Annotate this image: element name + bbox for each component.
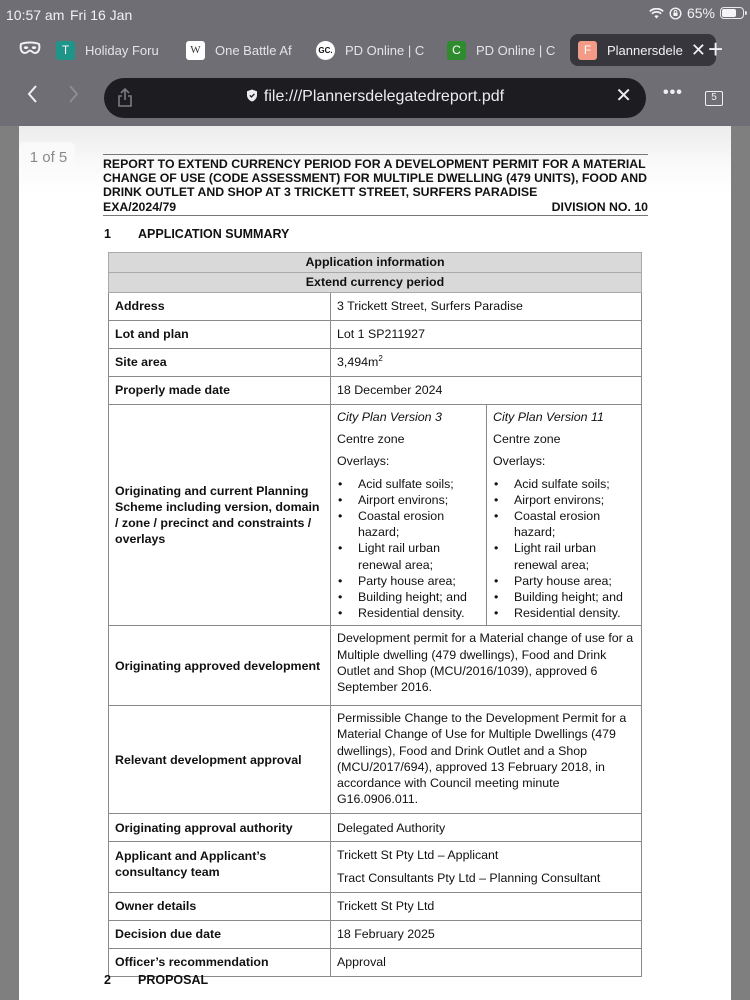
row-value: Development permit for a Material change of use for a Multiple dwelling (479 dwellings), Food and Drink Outlet and Shop (MCU/2016/1039), approved 6 September 2016.	[331, 626, 642, 706]
list-item: • Acid sulfate soils;	[493, 476, 635, 492]
url-text: file:///Plannersdelegatedreport.pdf	[263, 88, 505, 105]
table-row	[109, 626, 642, 706]
list-item: • Acid sulfate soils;	[337, 476, 480, 492]
chevron-right-icon	[68, 84, 80, 104]
table-row	[109, 293, 642, 321]
tab-overview-button[interactable]: 5	[705, 91, 723, 106]
status-indicators	[649, 5, 744, 21]
toolbar	[0, 70, 750, 126]
row-value: 3 Trickett Street, Surfers Paradise	[331, 293, 642, 321]
table-header-application-information: Application information	[109, 253, 642, 273]
gc-logo-icon: GC.	[316, 41, 335, 60]
list-item: • Light rail urban renewal area;	[493, 540, 635, 572]
section-number: 1	[104, 227, 111, 241]
wifi-icon	[649, 8, 664, 19]
list-item: • Party house area;	[337, 573, 480, 589]
row-value: Delegated Authority	[331, 814, 642, 842]
status-bar	[0, 0, 750, 30]
report-title-line: REPORT TO EXTEND CURRENCY PERIOD FOR A DEVELOPMENT PERMIT FOR A MATERIAL	[103, 157, 646, 171]
tab-plannersdelegated-active[interactable]	[570, 34, 716, 66]
row-value	[331, 842, 642, 892]
pdf-page	[19, 126, 731, 1000]
overlays-label: Overlays:	[337, 454, 390, 469]
row-label: Decision due date	[109, 920, 331, 948]
clear-url-icon[interactable]: ✕	[615, 85, 632, 107]
row-value	[331, 349, 642, 377]
tab-one-battle[interactable]	[186, 34, 292, 66]
tab-label: PD Online | C	[345, 42, 425, 58]
status-time: 10:57 am	[6, 7, 65, 23]
scheme-version: City Plan Version 3	[337, 410, 442, 424]
battery-icon	[720, 7, 744, 19]
application-reference: EXA/2024/79	[103, 199, 177, 214]
table-row	[109, 842, 642, 892]
applicant-line: Trickett St Pty Ltd – Applicant	[337, 848, 499, 863]
tab-label: Holiday Foru	[85, 42, 159, 58]
overlays-list	[493, 476, 635, 622]
row-label: Properly made date	[109, 377, 331, 405]
table-row-planning-scheme	[109, 405, 642, 626]
overlays-list	[337, 476, 480, 622]
scheme-column-version-11	[487, 405, 642, 626]
table-row	[109, 349, 642, 377]
chevron-left-icon	[26, 84, 38, 104]
table-row	[109, 814, 642, 842]
table-row	[109, 377, 642, 405]
section-number: 2	[104, 973, 111, 987]
row-label: Address	[109, 293, 331, 321]
favicon-c-icon: C	[447, 41, 466, 60]
battery-percent: 65%	[686, 5, 715, 21]
shield-icon	[246, 89, 258, 102]
tab-pd-online-1[interactable]	[316, 34, 424, 66]
unit-superscript: 2	[378, 354, 383, 364]
favicon-f-icon: F	[578, 41, 597, 60]
scheme-zone: Centre zone	[337, 432, 405, 447]
table-row	[109, 321, 642, 349]
row-value: Permissible Change to the Development Permit for a Material Change of Use for Multiple Dwellings (479 dwellings), Food and Drink Outlet and a Shop (MCU/2017/694), approved 13 February 2018, in accordance with Council meeting minute G16.0906.011.	[331, 706, 642, 814]
list-item: • Airport environs;	[493, 492, 635, 508]
reference-line	[103, 200, 648, 214]
scheme-zone: Centre zone	[493, 432, 561, 447]
forward-button[interactable]	[68, 83, 80, 111]
row-label: Owner details	[109, 892, 331, 920]
row-value: Trickett St Pty Ltd	[331, 892, 642, 920]
status-date: Fri 16 Jan	[70, 7, 133, 23]
orientation-lock-icon	[669, 7, 682, 20]
section-heading-1	[104, 227, 289, 241]
row-value: Approval	[331, 948, 642, 976]
row-label: Originating and current Planning Scheme including version, domain / zone / precinct and constraints / overlays	[109, 405, 331, 626]
url-display[interactable]	[104, 85, 646, 107]
close-tab-icon[interactable]: ✕	[690, 40, 706, 60]
table-row	[109, 920, 642, 948]
row-value: 18 February 2025	[331, 920, 642, 948]
new-tab-button[interactable]: +	[708, 34, 724, 64]
scheme-version: City Plan Version 11	[493, 410, 604, 424]
wikipedia-icon: W	[186, 41, 205, 60]
row-label: Applicant and Applicant’s consultancy team	[109, 842, 331, 892]
report-title-line: DRINK OUTLET AND SHOP AT 3 TRICKETT STREET, SURFERS PARADISE	[103, 185, 538, 200]
list-item: • Party house area;	[493, 573, 635, 589]
favicon-t-icon: T	[56, 41, 75, 60]
list-item: • Residential density.	[493, 605, 635, 621]
site-area-value: 3,494m	[337, 355, 379, 370]
list-item: • Light rail urban renewal area;	[337, 540, 480, 572]
table-row	[109, 706, 642, 814]
browser-chrome	[0, 0, 750, 126]
list-item: • Residential density.	[337, 605, 480, 621]
application-summary-table	[108, 252, 642, 977]
row-label: Lot and plan	[109, 321, 331, 349]
tab-label: Plannersdele	[607, 42, 683, 58]
back-button[interactable]	[26, 83, 38, 111]
tab-pd-online-2[interactable]	[447, 34, 555, 66]
table-header-extend-currency: Extend currency period	[109, 273, 642, 293]
list-item: • Building height; and	[337, 589, 480, 605]
row-label: Originating approval authority	[109, 814, 331, 842]
tab-label: PD Online | C	[476, 42, 556, 58]
report-title-line: CHANGE OF USE (CODE ASSESSMENT) FOR MULTIPLE DWELLING (479 UNITS), FOOD AND	[103, 171, 648, 186]
list-item: • Coastal erosion hazard;	[337, 508, 480, 540]
more-options-button[interactable]: •••	[663, 84, 683, 101]
row-label: Site area	[109, 349, 331, 377]
applicant-line: Tract Consultants Pty Ltd – Planning Consultant	[337, 870, 601, 885]
table-row	[109, 892, 642, 920]
scheme-column-version-3	[331, 405, 487, 626]
tab-label: One Battle Af	[215, 42, 292, 58]
overlays-label: Overlays:	[493, 454, 546, 469]
section-title: APPLICATION SUMMARY	[138, 227, 290, 241]
division-number: DIVISION NO. 10	[551, 199, 648, 214]
section-heading-2	[104, 973, 208, 987]
row-label: Originating approved development	[109, 626, 331, 706]
address-bar[interactable]	[104, 78, 646, 118]
tab-bar	[0, 30, 750, 70]
list-item: • Airport environs;	[337, 492, 480, 508]
row-value: Lot 1 SP211927	[331, 321, 642, 349]
page-indicator: 1 of 5	[19, 142, 75, 174]
list-item: • Building height; and	[493, 589, 635, 605]
report-title-block	[103, 154, 648, 216]
tab-holiday-forum[interactable]	[56, 34, 159, 66]
row-label: Officer’s recommendation	[109, 948, 331, 976]
row-value: 18 December 2024	[331, 377, 642, 405]
private-browsing-icon[interactable]	[18, 39, 42, 59]
row-label: Relevant development approval	[109, 706, 331, 814]
list-item: • Coastal erosion hazard;	[493, 508, 635, 540]
section-title: PROPOSAL	[138, 973, 209, 987]
